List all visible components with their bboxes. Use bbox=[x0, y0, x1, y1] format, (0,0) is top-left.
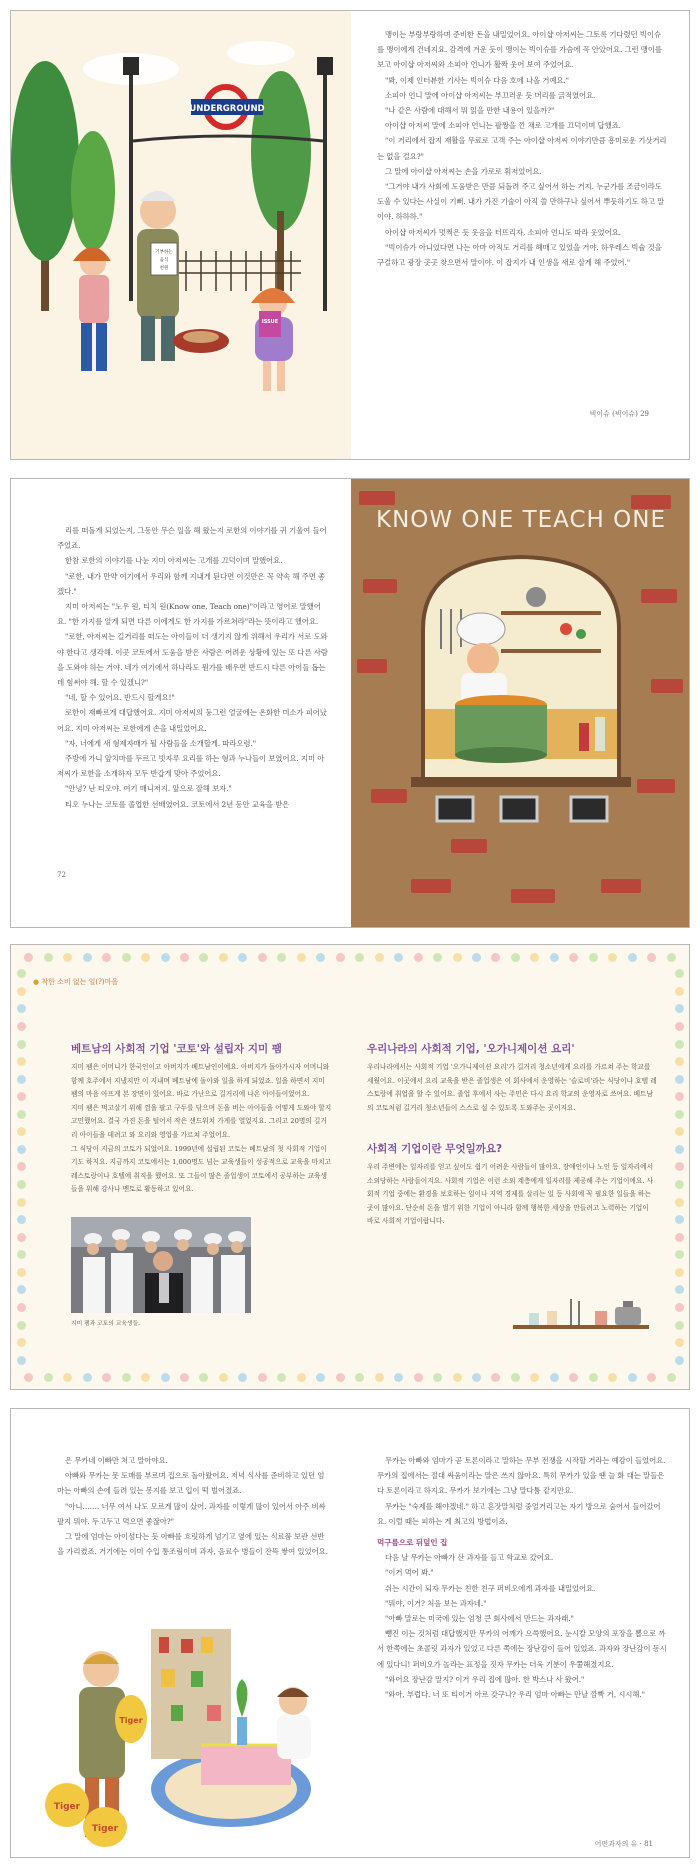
bag-label-1: Tiger bbox=[119, 1716, 143, 1725]
paragraph: 쉬는 시간이 되자 무카는 친한 친구 퍼비오에게 과자를 내밀었어요. bbox=[385, 1583, 596, 1593]
paragraph: 그 식당이 지금의 코토가 되었어요. 1999년에 설립된 코토는 베트남의 첫 사회적 기업이기도 하지요. 지금까지 코토에서는 1,000명도 넘는 교육생들이 성공적으로 교육을 마치고 레스토랑이나 호텔에 취직을 했어요. 또 그들이 많은 졸업생이 코토에서 공부하는 교육생들을 위해 강사나 멘토로 활동하고 있어요. bbox=[71, 1144, 332, 1194]
paragraph: 은 무카네 이빠만 쳐고 말아야요. bbox=[65, 1456, 168, 1465]
paragraph: 그 말에 엄마는 아이섬다는 듯 아빠를 흐릿하게 넘기고 옆에 있는 식료품 보관 선반을 가리켰죠. 거기에는 이미 수입 통조림이며 과자, 음료수 병들이 잔뜩 쌓여 있었어요. bbox=[57, 1532, 328, 1557]
paragraph: 다음 날 무카는 아빠가 산 과자를 들고 학교로 갔어요. bbox=[385, 1553, 554, 1563]
spread-page-29 bbox=[10, 10, 690, 460]
kitchen-scene-illustration bbox=[351, 479, 690, 927]
paragraph: "아니……. 너무 여서 나도 모르게 많이 샀어. 과자를 이렇게 많이 있어서 아주 비싸 팔지 뭐야. 두고두고 먹으면 좋잖아?" bbox=[57, 1501, 326, 1526]
info-spread-social-enterprise bbox=[10, 944, 690, 1390]
page-folio: 빅이슈 (빅이슈) 29 bbox=[589, 410, 649, 418]
paragraph: "자, 너에게 새 형제자매가 될 사람들을 소개할게. 따라오렴." bbox=[65, 738, 256, 748]
paragraph: 주방에 가니 앞치마를 두르고 빗자루 요리를 하는 형과 누나들이 보였어요. 지미 아저씨가 로한을 소개하자 모두 반갑게 맞아 주었어요. bbox=[57, 754, 325, 779]
right-dot-border bbox=[673, 965, 685, 1369]
chapter-subhead: 먹구름으로 뒤덮인 집 bbox=[377, 1538, 448, 1548]
section-header: ● 착한 소비 없는 일(?)마을 bbox=[33, 978, 119, 986]
magazine-text: ISSUE bbox=[261, 319, 279, 325]
page-folio: 어떤과자의 유 · 81 bbox=[594, 1840, 653, 1848]
mural-text: KNOW ONE TEACH ONE bbox=[375, 507, 667, 533]
paragraph: "안녕? 난 티오야. 여기 매니저지. 앞으로 잘해 보자." bbox=[65, 784, 232, 794]
board-line-1: 기부하는 bbox=[155, 250, 173, 255]
paragraph: "로한, 아저씨는 길거리를 떠도는 아이들이 더 생기지 않게 위해서 우리가 서로 도와야 한다고 생각해. 이곳 코토에서 도움을 받은 사람은 어려운 상황에 있는 또 다른 사람을 도와야 하는 거야. 네가 여기에서 하나라도 뭔가를 배우면 반드시 다른 아이들 돕는 데 힘써야 해. 할 수 있겠니?" bbox=[57, 632, 328, 688]
paragraph: 그 말에 아이샵 아저씨는 손을 가로로 휘저었어요. bbox=[385, 166, 542, 176]
right-section-title-2: 사회적 기업이란 무엇일까요? bbox=[367, 1143, 503, 1155]
paragraph: "이거 먹어 봐." bbox=[385, 1568, 434, 1578]
family-grocery-illustration bbox=[31, 1609, 341, 1857]
left-dot-border bbox=[15, 965, 27, 1369]
paragraph: "네, 할 수 있어요. 반드시 할게요!" bbox=[65, 693, 175, 703]
paragraph: "그거야 내가 사회에 도움받은 만큼 되돌려 주고 싶어서 하는 거지. 누군가를 조금이라도 도울 수 있다는 사실이 기뻐. 내가 가진 기술이 아직 쓸 만하구나 싶어서 뿌듯하기도 하고 말이야. 하하하." bbox=[377, 182, 665, 222]
bee-icon: ● bbox=[33, 978, 40, 986]
paragraph: 뺑진 이는 것처럼 대답했지만 무카의 어깨가 으쓱했어요. 눈시칼 모양의 포장을 뽑으로 까서 한쪽에는 초콜릿 과자가 있었고 다른 쪽에는 장난감이 들어 있었죠. 과자와 장난감이 동시에 있다니! 퍼비오가 놀라는 표정을 짓자 무카는 더욱 기분이 우쭐해졌지요. bbox=[377, 1629, 667, 1669]
paragraph: "빅이슈가 아니었다면 나는 아마 아직도 거리를 헤매고 있었을 거야. 하우레스 빅슐 것을 구걸하고 광장 곳곳 찾으면서 말이야. 이 잡지가 내 인생을 새로 살게 해 주었어." bbox=[377, 242, 662, 268]
paragraph: 리를 떠돌게 되었는지, 그동안 무슨 일을 해 왔는지 로한의 이야기를 귀 기울여 들어 주었죠. bbox=[57, 526, 327, 551]
paragraph: 지미 팸은 먹고살기 위해 껌을 팔고 구두를 닦으며 돈을 버는 아이들을 어떻게 도와야 할지 고민했어요. 결국 가진 돈을 털어서 작은 샌드위치 가게를 열었지요. 그리고 20명의 길거리 아이들을 데려고 와 요리와 영업을 가르쳐 주었어요. bbox=[71, 1103, 332, 1139]
kitchen-shelf-illustration bbox=[511, 1287, 651, 1333]
right-section-body bbox=[367, 1061, 657, 1115]
text-column-left bbox=[57, 1453, 329, 1559]
paragraph: 맹이는 부랑부랑하며 준비한 돈을 내밀었어요. 아이샵 아저씨는 그토록 기다렸던 빅이슈를 맹이에게 건네지요. 감격에 겨운 듯이 맹이는 빅이슈를 가슴에 꼭 안았어요. 그런 맹이를 보고 아이샵 아저씨와 소피아 언니가 활짝 웃어 보여 주었어요. bbox=[377, 30, 662, 70]
text-column-page-72 bbox=[57, 523, 329, 812]
paragraph: 지미 팸은 어머니가 한국인이고 아버지가 베트남인이에요. 아버지가 돌아가시자 어머니와 함께 호주에서 지냈지만 이 지내며 베트남에 돌아와 일을 하게 되었죠. 일을 하면서 지미 팸의 마음 아프게 본 장면이 있어요. 바로 가난으로 길거리에 나온 아이들이었어요. bbox=[71, 1063, 330, 1099]
paragraph: 무카는 "숙제를 해야겠네." 하고 혼잣말처럼 중얼거리고는 자기 방으로 숨어서 들어갔어요. 이럴 때는 피하는 게 최고의 방법이죠. bbox=[377, 1501, 661, 1526]
board-line-2: 음식 bbox=[159, 258, 169, 263]
paragraph: 아이샵 아저씨가 멋쩍은 듯 웃음을 터뜨리자, 소피아 언니도 따라 웃었어요. bbox=[385, 227, 621, 237]
underground-sign-text: UNDERGROUND bbox=[189, 104, 265, 114]
paragraph: 소피아 언니 말에 아이샵 아저씨는 부끄러운 듯 머리를 긁적였어요. bbox=[385, 90, 596, 100]
board-line-3: 천원 bbox=[159, 266, 169, 271]
paragraph: 아이샵 아저씨 말에 소피아 언니는 팔짱을 낀 채로 고개를 끄덕이며 답했죠. bbox=[385, 121, 621, 131]
illustration-underground-street bbox=[11, 11, 351, 459]
bag-label-3: Tiger bbox=[91, 1824, 119, 1834]
page-folio: 72 bbox=[57, 871, 66, 879]
illustration-kitchen-window bbox=[351, 479, 690, 927]
paragraph: 무카는 아빠와 엄마가 곧 토론이라고 말하는 무부 전쟁을 시작할 거라는 예감이 들었어요. 무카의 집에서는 절대 싸움이라는 말은 쓰지 않아요. 특히 무카가 있을 땐 늘 화 대는 말들은 다 토론이라고 하지요. 무카가 보기에는 그냥 말다툼 같지만요. bbox=[377, 1456, 666, 1496]
paragraph: "와어요 장난감 말지? 이거 우리 집에 많아. 한 박스나 사 왔어." bbox=[385, 1674, 585, 1684]
paragraph: "로한, 내가 만약 여기에서 우리와 함께 지내게 된다면 이것만은 꼭 약속 해 주면 좋겠다." bbox=[57, 571, 326, 596]
text-column-page-29 bbox=[377, 27, 667, 270]
bottom-dot-border bbox=[11, 1371, 689, 1383]
paragraph: "이 거리에서 잡지 재활을 무료로 고객 주는 아이샵 아저씨 이야기만큼 흥미로운 기삿거리는 없을 걸요?" bbox=[377, 136, 667, 161]
paragraph: 로한이 재빠르게 대답했어요. 지미 아저씨의 둥그런 얼굴에는 온화한 미소가 피어났어요. 지미 아저씨는 로한에게 손을 내밀었어요. bbox=[57, 708, 327, 733]
spread-page-81 bbox=[10, 1408, 690, 1858]
right-section-body-2 bbox=[367, 1161, 657, 1229]
paragraph: 지미 아저씨는 "노우 원, 티치 원(Know one, Teach one)"이라고 영어로 말했어요. "한 가지를 알게 되면 다른 이에게도 한 가지를 가르쳐라"라는 뜻이라고 했어요. bbox=[57, 602, 321, 627]
left-section-title: 베트남의 사회적 기업 '코토'와 설립자 지미 팸 bbox=[71, 1043, 282, 1055]
text-column-right bbox=[377, 1453, 667, 1702]
paragraph: 아빠와 무카는 못 도매를 부르며 집으로 돌아왔어요. 저녁 식사를 준비하고 있던 엄마는 아빠의 손에 들려 있는 봉지를 보고 입이 떡 벌어졌죠. bbox=[57, 1471, 325, 1496]
top-dot-border bbox=[11, 951, 689, 963]
bag-label-2: Tiger bbox=[53, 1802, 81, 1812]
underground-scene-illustration bbox=[11, 11, 351, 459]
spread-page-72 bbox=[10, 478, 690, 928]
photo-caption: 지미 팸과 코토의 교육생들. bbox=[71, 1321, 140, 1327]
paragraph: "뭐야, 이거? 처음 보는 과자네." bbox=[385, 1598, 487, 1608]
jimmy-pham-photo bbox=[71, 1217, 251, 1313]
paragraph: 우리 주변에는 일자리를 얻고 싶어도 쉽기 어려운 사람들이 많아요. 장애인이나 노인 등 일자리에서 소외당하는 사람들이지요. 사회적 기업은 이런 소외 계층에게 일자리를 제공해 주는 기업이에요. 사회적 기업 중에는 환경을 보호하는 일이나 지역 경제를 살리는 일 등 사회에 꼭 필요한 일들을 하는 곳이 많아요. 단순히 돈을 벌기 위한 기업이 아니라 함께 행복한 세상을 만들려고 노력하는 기업이 바로 사회적 기업이랍니다. bbox=[367, 1163, 654, 1226]
paragraph: "와아, 부럽다. 너 또 티이거 아르 갖구나? 우리 엄마 아빠는 만날 깜빡 거, 시시해." bbox=[385, 1690, 645, 1700]
paragraph: 티오 누나는 코토를 졸업한 선배였어요. 코토에서 2년 동안 교육을 받은 bbox=[65, 799, 290, 809]
left-section-body bbox=[71, 1061, 333, 1197]
group-photo-illustration bbox=[71, 1217, 251, 1313]
paragraph: "아빠 말로는 미국에 있는 엄청 큰 회사에서 만드는 과자래." bbox=[385, 1614, 574, 1624]
paragraph: "나 같은 사람에 대해서 뭐 읽을 만한 내용이 있을까?" bbox=[385, 106, 555, 116]
paragraph: 한참 로한의 이야기를 나눈 지미 아저씨는 고개를 끄덕이며 말했어요. bbox=[65, 556, 283, 566]
right-section-title: 우리나라의 사회적 기업, '오가니제이션 요리' bbox=[367, 1043, 575, 1055]
paragraph: 우리나라에서는 사회적 기업 '오가니제이션 요리'가 길거리 청소년에게 요리를 가르쳐 주는 학교를 세웠어요. 이곳에서 요리 교육을 받은 졸업생은 이 회사에서 운영하는 '슬로비'라는 식당이나 호텔 레스토랑에 취업을 할 수 있어요. 졸업 후에서 사는 주민은 다시 요리 학교의 운영자로 쓰여요. 베트남의 코토처럼 길거리 청소년들이 스스로 설 수 있도록 도와주는 곳이지요. bbox=[367, 1063, 657, 1112]
paragraph: "봐, 이제 인터뷰한 기사는 빅이슈 다음 호에 나올 거예요." bbox=[385, 75, 569, 85]
